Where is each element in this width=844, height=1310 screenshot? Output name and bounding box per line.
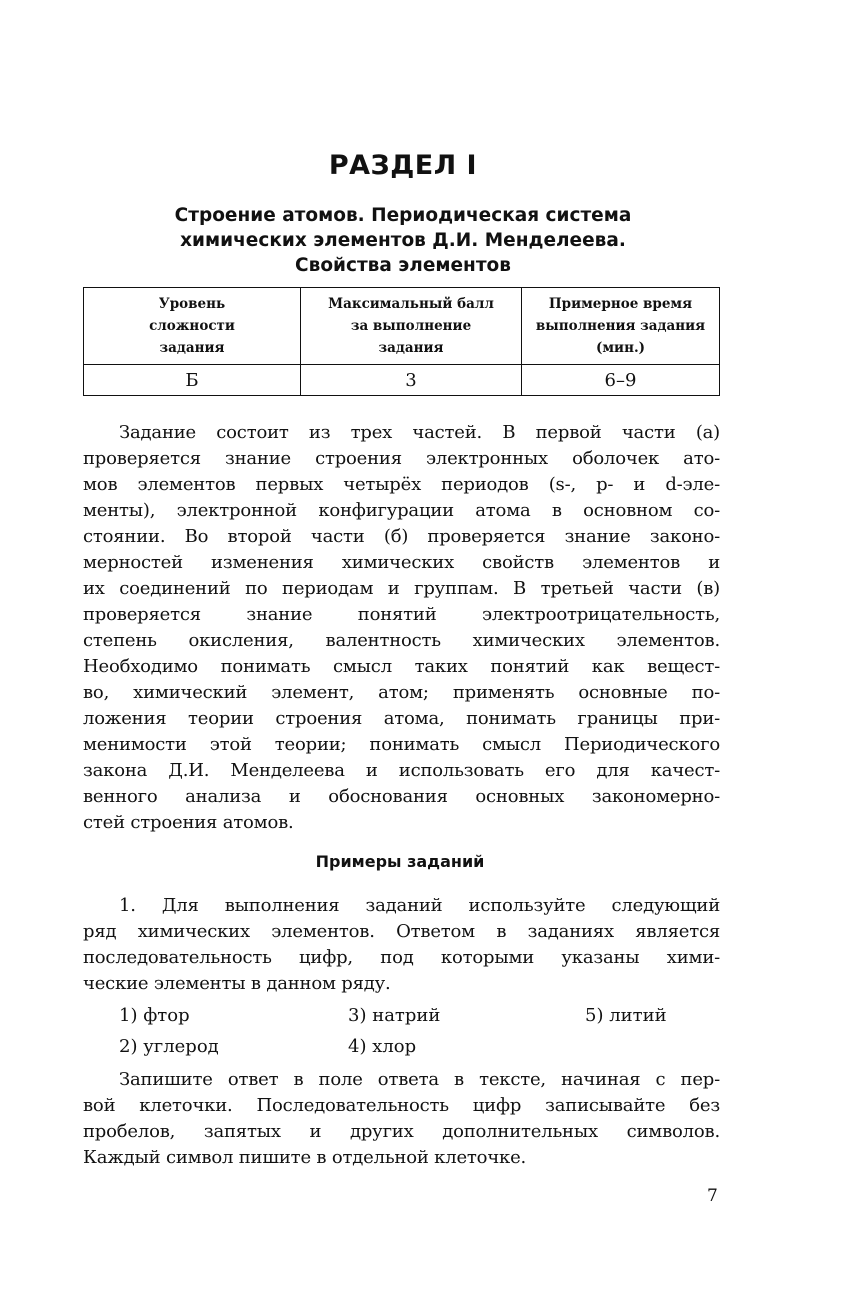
- option-item: 1) фтор: [119, 1005, 190, 1026]
- text-line: их соединений по периодам и группам. В третьей части (в): [83, 578, 720, 599]
- text-line: Запишите ответ в поле ответа в тексте, начиная с пер-: [119, 1069, 720, 1090]
- text-line: стей строения атомов.: [83, 812, 294, 833]
- text-line: последовательность цифр, под которыми указаны хими-: [83, 947, 720, 968]
- text-line: менимости этой теории; понимать смысл Периодического: [83, 734, 720, 755]
- section-subtitle: [100, 203, 706, 278]
- text-line: закона Д.И. Менделеева и использовать его для качест-: [83, 760, 720, 781]
- examples-heading: Примеры заданий: [315, 852, 485, 871]
- option-item: 4) хлор: [348, 1036, 417, 1057]
- table-row: [84, 365, 720, 396]
- option-item: 5) литий: [585, 1005, 667, 1026]
- cell-max-score: 3: [301, 365, 522, 396]
- header-time: [522, 288, 720, 365]
- text-line: ложения теории строения атома, понимать границы при-: [83, 708, 720, 729]
- cell-time: 6–9: [522, 365, 720, 396]
- header-line: Примерное время: [548, 296, 693, 312]
- intro-paragraph: [83, 420, 720, 836]
- option-item: 3) натрий: [348, 1005, 441, 1026]
- text-line: менты), электронной конфигурации атома в основном со-: [83, 500, 720, 521]
- header-line: задания: [378, 340, 444, 356]
- subtitle-line: химических элементов Д.И. Менделеева.: [180, 230, 626, 251]
- text-line: пробелов, запятых и других дополнительных символов.: [83, 1121, 720, 1142]
- header-difficulty: [84, 288, 301, 365]
- task-paragraph: [83, 893, 720, 997]
- text-line: проверяется знание понятий электроотрицательность,: [83, 604, 720, 625]
- header-line: Максимальный балл: [328, 296, 494, 312]
- text-line: во, химический элемент, атом; применять основные по-: [83, 682, 720, 703]
- text-line: вой клеточки. Последовательность цифр записывайте без: [83, 1095, 720, 1116]
- header-line: сложности: [149, 318, 235, 334]
- text-line: венного анализа и обоснования основных закономерно-: [83, 786, 720, 807]
- section-title: РАЗДЕЛ I: [328, 150, 478, 181]
- table-header-row: [84, 288, 720, 365]
- page-number: 7: [707, 1186, 718, 1206]
- header-line: Уровень: [158, 296, 226, 312]
- subtitle-line: Строение атомов. Периодическая система: [174, 205, 632, 226]
- text-line: мерностей изменения химических свойств элементов и: [83, 552, 720, 573]
- text-line: 1. Для выполнения заданий используйте следующий: [119, 895, 720, 916]
- instruction-paragraph: [83, 1067, 720, 1171]
- header-max-score: [301, 288, 522, 365]
- text-line: мов элементов первых четырёх периодов (s-, p- и d-эле-: [83, 474, 720, 495]
- text-line: ряд химических элементов. Ответом в заданиях является: [83, 921, 720, 942]
- text-line: ческие элементы в данном ряду.: [83, 973, 391, 994]
- header-line: за выполнение: [350, 318, 472, 334]
- header-line: (мин.): [595, 340, 646, 356]
- header-line: выполнения задания: [535, 318, 706, 334]
- text-line: Каждый символ пишите в отдельной клеточке.: [83, 1147, 527, 1168]
- text-line: проверяется знание строения электронных оболочек ато-: [83, 448, 720, 469]
- option-item: 2) углерод: [119, 1036, 219, 1057]
- text-line: стоянии. Во второй части (б) проверяется знание законо-: [83, 526, 720, 547]
- subtitle-line: Свойства элементов: [295, 255, 511, 276]
- task-meta-table: [83, 287, 720, 396]
- text-line: Задание состоит из трех частей. В первой части (а): [119, 422, 720, 443]
- cell-difficulty: Б: [84, 365, 301, 396]
- header-line: задания: [159, 340, 225, 356]
- text-line: Необходимо понимать смысл таких понятий как вещест-: [83, 656, 720, 677]
- text-line: степень окисления, валентность химических элементов.: [83, 630, 720, 651]
